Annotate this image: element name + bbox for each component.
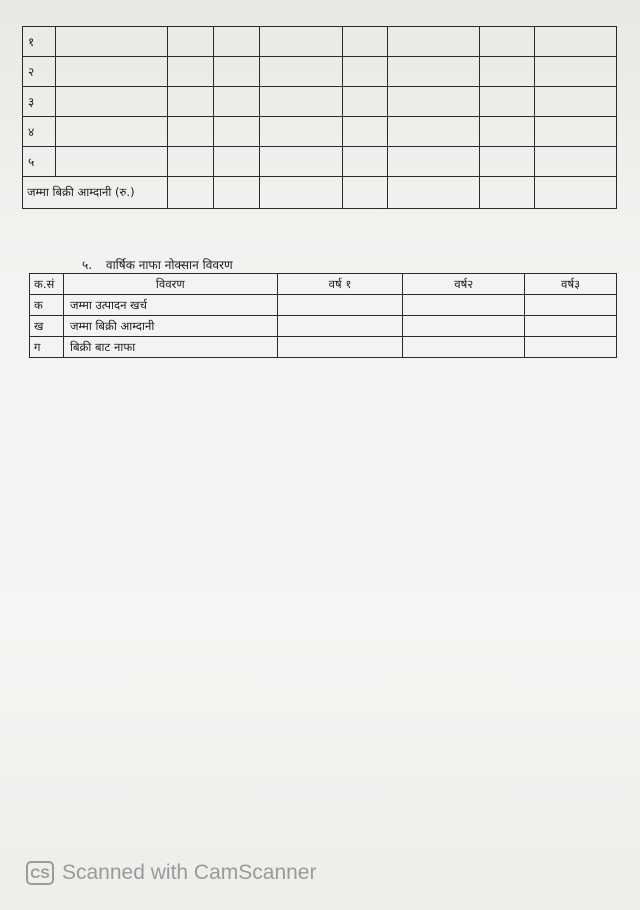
table-row xyxy=(30,316,617,337)
camscanner-logo-icon: CS xyxy=(26,861,54,885)
row-serial: २ xyxy=(23,57,56,87)
table-row xyxy=(23,27,617,57)
header-year1: वर्ष १ xyxy=(277,274,403,295)
sales-table xyxy=(22,26,617,209)
table-row xyxy=(23,57,617,87)
row-serial: ५ xyxy=(23,147,56,177)
row-serial: १ xyxy=(23,27,56,57)
row-serial: क xyxy=(30,295,64,316)
row-serial: ३ xyxy=(23,87,56,117)
watermark-text: Scanned with CamScanner xyxy=(62,861,317,884)
total-sales-label: जम्मा बिक्री आम्दानी (रु.) xyxy=(23,177,168,209)
section-title: वार्षिक नाफा नोक्सान विवरण xyxy=(105,258,233,272)
row-description: बिक्री बाट नाफा xyxy=(63,337,277,358)
section-number: ५. xyxy=(82,258,93,272)
profit-loss-table xyxy=(29,273,617,358)
camscanner-watermark xyxy=(26,861,316,885)
table-row-total xyxy=(23,177,617,209)
header-year3: वर्ष३ xyxy=(525,274,617,295)
header-year2: वर्ष२ xyxy=(403,274,525,295)
table-row xyxy=(23,117,617,147)
table-row xyxy=(23,87,617,117)
table-header-row xyxy=(30,274,617,295)
row-serial: ग xyxy=(30,337,64,358)
row-description: जम्मा उत्पादन खर्च xyxy=(63,295,277,316)
row-serial: ख xyxy=(30,316,64,337)
table-row xyxy=(23,147,617,177)
row-description: जम्मा बिक्री आम्दानी xyxy=(63,316,277,337)
table-row xyxy=(30,337,617,358)
header-serial: क.सं xyxy=(30,274,64,295)
section-heading xyxy=(82,256,233,273)
table-row xyxy=(30,295,617,316)
row-serial: ४ xyxy=(23,117,56,147)
header-description: विवरण xyxy=(63,274,277,295)
